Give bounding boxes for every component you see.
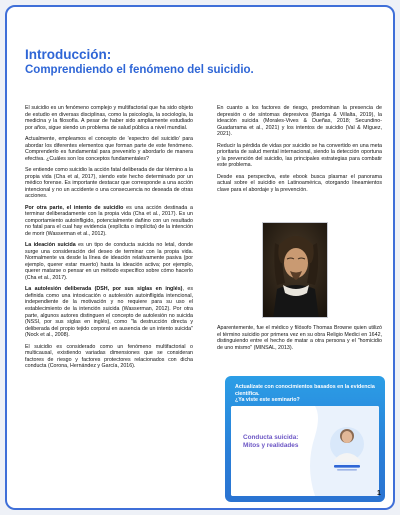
paragraph-self-harm (25, 286, 193, 339)
paragraph-self-harm-text: , es definida como una intoxicación o autolesión autoinfligida intencional, independiente de la motivación y no requiere para su uso el establecimiento de la intención suicida (Wasserman, 2012). Por otra parte, algunos autores distinguen el concepto de autolesión no suicida (NSSI, por sus siglas en inglés), como "la destrucción directa y deliberada del propio tejido corporal en ausencia de un intento suicida" (Nock et al., 2008). (25, 286, 193, 339)
promo-line-1: Actualízate con conocimientos basados en la evidencia científica. (235, 384, 375, 397)
term-self-harm: La autolesión deliberada (DSH, por sus siglas en inglés) (25, 286, 183, 293)
paragraph-intro: El suicidio es un fenómeno complejo y multifactorial que ha sido objeto de estudio en diversas disciplinas, como la psicología, la sociología, la medicina y la filosofía. A pesar de haber sido ampliamente estudiado por años, sigue siendo un problema de salud pública a nivel mundial. (25, 105, 193, 131)
paragraph-ebook-purpose: Desde esa perspectiva, este ebook busca plasmar el panorama actual sobre el suicidio en Latinoamérica, otorgando lineamientos clave para el abordaje y la prevención. (217, 173, 382, 193)
term-suicidal-ideation: La ideación suicida (25, 242, 76, 249)
paragraph-suicidal-ideation-text: es un tipo de conducta suicida no letal, donde surge una consideración del deseo de terminar con la propia vida. Normalmente va desde la línea de ideación relativamente pasiva (por ejemplo, querer estar muerto) hasta la ideación activa; por ejemplo, querer matarse o pensar en un método específico sobre cómo hacerlo (Cha et al., 2017). (25, 242, 193, 282)
left-column (25, 105, 193, 375)
paragraph-suicide-definition: Se entiende como suicidio la acción fatal deliberada de dar término a la propia vida (Cha et al, 2017), siendo este hecho determinado por un médico forense. Es importante destacar que corresponde a una acción intencional y no un accidente o una consecuencia no deseada de otras acciones. (25, 166, 193, 200)
promo-text (235, 384, 375, 404)
paragraph-suicide-attempt-text: es una acción destinada a terminar deliberadamente con la propia vida (Cha et al., 2017). Es un comportamiento autoinfligido, potencialmente dañino con un resultado no fatal para el cual hay evidencia (explícita o implícita) de la intención de morir (Wasserman et al., 2012). (25, 204, 193, 237)
seminar-video-thumbnail[interactable] (231, 406, 379, 496)
paragraph-prevention-goal: Reducir la pérdida de vidas por suicidio se ha convertido en una meta prioritaria de salud mental internacional, siendo la detección oportuna y la prevención del suicidio, las principales estrategias para combatir este problema. (217, 142, 382, 169)
portrait-caption: Aparentemente, fue el médico y filósofo Thomas Browne quien utilizó el término suicidio por primera vez en su obra Religio Medici en 1642, distinguiendo entre el hecho de matar a otra persona y el "homicidio de uno mismo" (MINSAL, 2013). (217, 325, 382, 351)
portrait-illustration (263, 223, 328, 318)
ebook-page (5, 5, 395, 510)
video-title: Conducta suicida: Mitos y realidades (243, 434, 299, 449)
paragraph-multifactorial: El suicidio es considerado como un fenómeno multifactorial o multicausal, existiendo variadas dimensiones que se consideran factores de riesgo y factores protectores relacionados con dicha conducta (Corona, Hernández y García, 2016). (25, 343, 193, 370)
promo-line-2: ¿Ya viste este seminario? (235, 397, 300, 404)
page-number: 1 (377, 490, 381, 497)
seminar-promo-card[interactable] (225, 376, 385, 502)
thomas-browne-portrait (262, 222, 328, 318)
paragraph-spectrum: Actualmente, empleamos el concepto de 'espectro del suicidio' para abordar los diferentes elementos que forman parte de este fenómeno. Comprenderlo es fundamental para prevenirlo y abordarlo de manera efectiva. ¿Cuáles son los conceptos fundamentales? (25, 135, 193, 162)
page-title: Introducción: (25, 47, 112, 62)
right-column (217, 105, 382, 198)
term-suicide-attempt: Por otra parte, el intento de suicidio (25, 204, 124, 211)
paragraph-suicide-attempt (25, 205, 193, 238)
video-background (231, 406, 379, 496)
page-subtitle: Comprendiendo el fenómeno del suicidio. (25, 64, 254, 76)
paragraph-risk-factors: En cuanto a los factores de riesgo, predominan la presencia de depresión o de síntomas depresivos (Barriga & Villalta, 2019), la ideación suicida (Morales-Vives & Dueñas, 2018; Secundino-Guadarrama et al., 2021) y los intentos de suicidio (Val & Míguez, 2021). (217, 105, 382, 138)
paragraph-suicidal-ideation (25, 242, 193, 282)
